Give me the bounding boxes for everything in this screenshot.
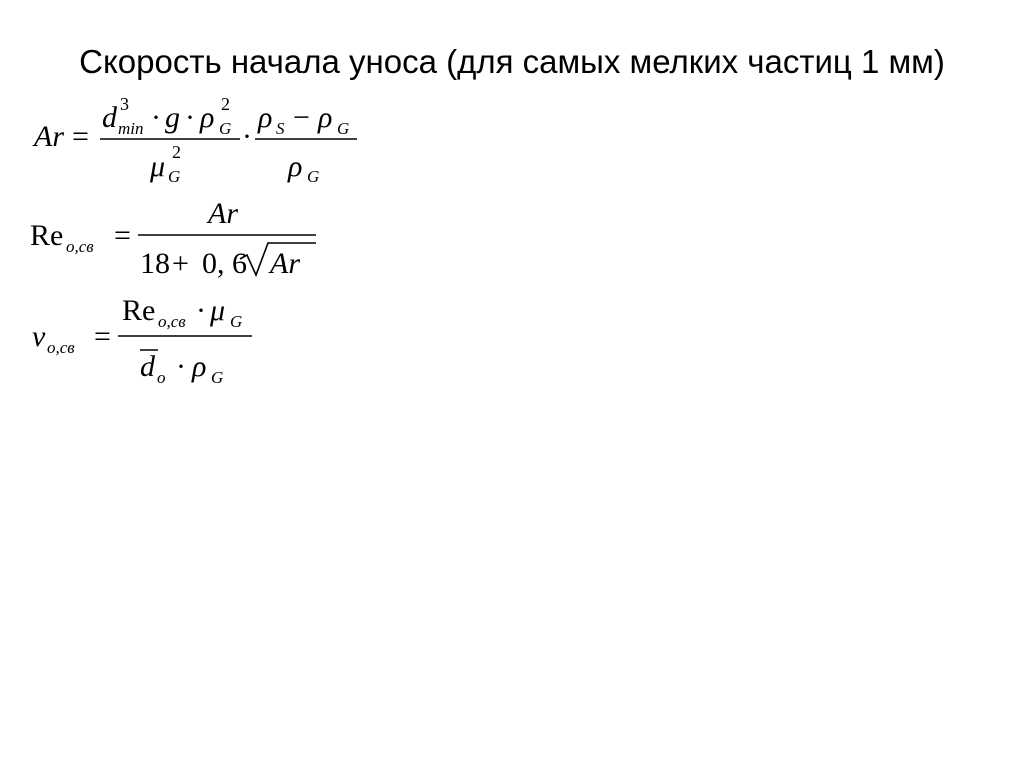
ar-minus: − [293,101,310,134]
ar-dot-1: · [151,101,161,134]
re-lhs-subscript: о,св [66,237,94,256]
v-mu-subscript: G [230,312,243,331]
re-lhs: Re [30,219,64,252]
re-den-const: 18 [140,247,170,280]
ar-dot-2: · [185,101,195,134]
v-num-re: Re [122,294,156,327]
ar-equals: = [72,120,89,153]
v-dot-2: · [176,350,186,383]
ar-rho-g-subscript: G [337,119,350,138]
ar-lhs: Ar [34,120,64,153]
ar-rho-1-exponent: 2 [221,94,230,114]
reynolds-formula [0,195,400,295]
ar-rho-1: ρ [200,101,215,134]
ar-rho-den: ρ [288,150,303,183]
re-coef: 0, 6 [202,247,247,280]
slide-title: Скорость начала уноса (для самых мелких частиц 1 мм) [79,43,945,80]
v-mu: μ [210,294,226,327]
ar-d: d [102,101,117,134]
v-num-re-subscript: о,св [158,312,186,331]
ar-rho-s-subscript: S [276,119,285,138]
re-equals: = [114,219,131,252]
ar-rho-1-subscript: G [219,119,232,138]
v-equals: = [94,320,111,353]
v-dot-1: · [196,294,206,327]
re-sqrt-arg: Ar [270,247,300,280]
ar-d-exponent: 3 [120,94,129,114]
re-numerator: Ar [208,197,238,230]
v-den-d-subscript: о [157,368,166,387]
ar-mu-subscript: G [168,167,181,186]
ar-rho-g: ρ [318,101,333,134]
ar-mu-exponent: 2 [172,142,181,162]
ar-rho-s: ρ [258,101,273,134]
v-den-rho: ρ [192,350,207,383]
v-den-rho-subscript: G [211,368,224,387]
ar-d-subscript: min [118,119,144,138]
v-den-d: d [140,350,155,383]
ar-dot-mid: · [242,120,252,153]
re-plus: + [172,247,189,280]
archimedes-formula [0,90,400,200]
ar-g: g [165,101,180,134]
v-lhs-subscript: о,св [47,338,75,357]
ar-mu: μ [150,150,166,183]
v-lhs: v [32,320,46,353]
ar-rho-den-subscript: G [307,167,320,186]
velocity-formula [0,290,400,400]
